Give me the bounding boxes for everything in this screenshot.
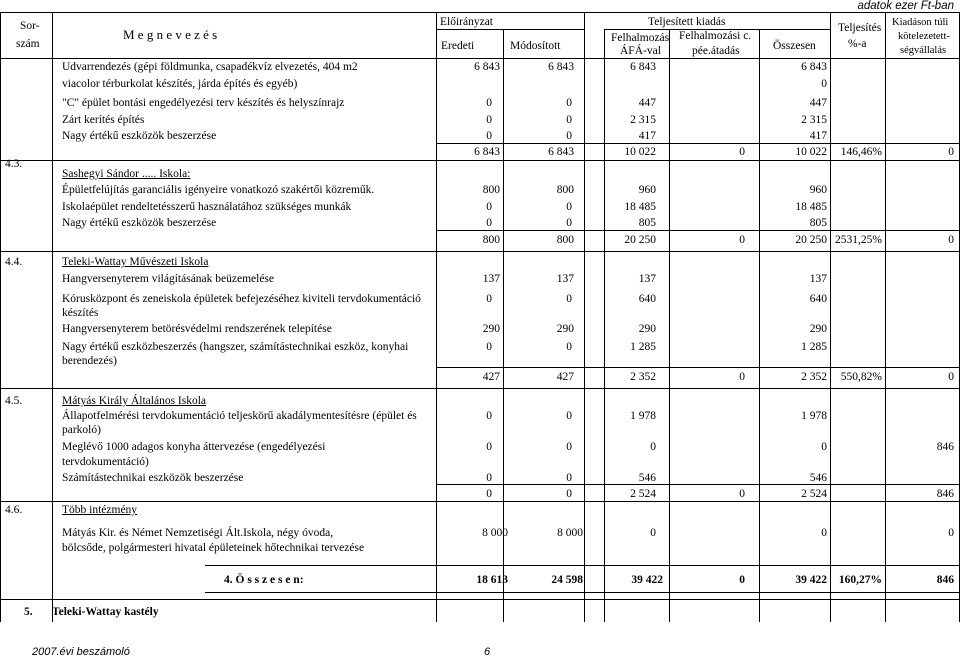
cell: 550,82% — [840, 371, 882, 383]
cell: 0 — [821, 527, 827, 539]
cell: 447 — [809, 97, 827, 109]
cell: 960 — [809, 184, 827, 196]
cell: 0 — [739, 234, 745, 246]
row-text: Udvarrendezés (gépi földmunka, csapadékvíz elvezetés, 404 m2 — [62, 61, 358, 73]
cell: 0 — [650, 441, 656, 453]
cell: 0 — [486, 293, 492, 305]
cell: 0 — [486, 201, 492, 213]
total-label: 4. Ö s s z e s e n: — [224, 574, 304, 586]
header-teljesitett-kiadas: Teljesített kiadás — [648, 16, 726, 28]
cell: 1 285 — [630, 341, 656, 353]
row-text: Állapotfelmérési tervdokumentáció teljeskörű akadálymentesítésre (épület és — [62, 410, 417, 422]
cell: 1 285 — [801, 341, 827, 353]
cell: 0 — [486, 130, 492, 142]
row-text: berendezés) — [62, 355, 117, 367]
header-kiadason-2: kötelezetett- — [898, 31, 950, 42]
cell: 805 — [809, 217, 827, 229]
header-felhalmozasi-c-1: Felhalmozási c. — [679, 30, 752, 42]
row-text: Nagy értékű eszközök beszerzése — [62, 130, 217, 142]
section-title: Teleki-Wattay kastély — [52, 606, 159, 618]
row-text: készítés — [62, 307, 99, 319]
footer-report: 2007.évi beszámoló — [32, 646, 130, 658]
header-eredeti: Eredeti — [441, 40, 475, 52]
header-felhalmozasi-c-2: pée.átadás — [692, 45, 740, 57]
header-felhalmozas-afa-2: ÁFÁ-val — [620, 45, 661, 57]
header-felhalmozas-afa-1: Felhalmozás — [611, 32, 670, 44]
cell: 0 — [650, 527, 656, 539]
cell: 0 — [486, 217, 492, 229]
cell: 2 315 — [630, 114, 656, 126]
section-title: Több intézmény — [62, 504, 138, 516]
header-megnevezes: M e g n e v e z é s — [123, 27, 218, 42]
row-text: Hangversenyterem betörésvédelmi rendszerének telepítése — [62, 323, 332, 335]
cell: 0 — [486, 97, 492, 109]
section-title: Sashegyi Sándor ..... Iskola: — [62, 168, 191, 180]
cell: 0 — [739, 146, 745, 158]
header-sorszam-1: Sor- — [20, 20, 40, 32]
total-rule-bottom — [205, 592, 960, 593]
cell: 800 — [556, 184, 574, 196]
grid-line — [0, 12, 1, 622]
section-rule — [0, 599, 960, 600]
row-text: Számítástechnikai eszközök beszerzése — [62, 472, 244, 484]
cell: 137 — [638, 273, 656, 285]
cell: 546 — [809, 472, 827, 484]
cell: 640 — [809, 293, 827, 305]
cell: 0 — [566, 130, 572, 142]
cell: 137 — [482, 273, 500, 285]
subtotal-rule — [436, 143, 959, 144]
cell: 546 — [638, 472, 656, 484]
cell: 0 — [486, 410, 492, 422]
cell: 0 — [566, 217, 572, 229]
cell: 0 — [566, 293, 572, 305]
cell: 0 — [566, 441, 572, 453]
cell: 290 — [482, 323, 500, 335]
cell: 39 422 — [795, 574, 827, 586]
section-number: 4.3. — [5, 158, 23, 170]
cell: 10 022 — [624, 146, 656, 158]
grid-line — [436, 12, 437, 622]
cell: 0 — [486, 472, 492, 484]
cell: 0 — [486, 488, 492, 500]
cell: 427 — [556, 371, 574, 383]
row-text: Meglévő 1000 adagos konyha áttervezése (engedélyezési — [62, 441, 326, 453]
cell: 800 — [482, 234, 500, 246]
section-number: 4.5. — [5, 395, 23, 407]
cell: 39 422 — [631, 574, 663, 586]
cell: 20 250 — [624, 234, 656, 246]
cell: 2 352 — [801, 371, 827, 383]
grid-line — [584, 12, 585, 622]
cell: 2 315 — [801, 114, 827, 126]
cell: 2 524 — [801, 488, 827, 500]
cell: 0 — [486, 114, 492, 126]
row-text: viacolor térburkolat készítés, járda építés és egyéb) — [62, 78, 298, 90]
row-text: Nagy értékű eszközök beszerzése — [62, 217, 217, 229]
cell: 137 — [556, 273, 574, 285]
cell: 290 — [809, 323, 827, 335]
header-kiadason-3: ségvállalás — [900, 45, 947, 56]
cell: 0 — [948, 234, 954, 246]
cell: 0 — [566, 114, 572, 126]
row-text: Nagy értékű eszközbeszerzés (hangszer, számítástechnikai eszköz, konyhai — [62, 341, 409, 353]
grid-line — [759, 29, 760, 622]
cell: 18 485 — [795, 201, 827, 213]
grid-line — [52, 12, 53, 622]
cell: 800 — [556, 234, 574, 246]
cell: 6 843 — [630, 61, 656, 73]
row-text: Hangversenyterem világításának beüzemelése — [62, 273, 275, 285]
cell: 417 — [638, 130, 656, 142]
subtotal-rule — [436, 484, 959, 485]
cell: 0 — [821, 78, 827, 90]
header-bottom-rule — [0, 58, 960, 59]
header-top-rule — [0, 12, 960, 13]
section-rule — [0, 388, 960, 389]
cell: 1 978 — [801, 410, 827, 422]
cell: 640 — [638, 293, 656, 305]
cell: 18 613 — [476, 574, 508, 586]
total-rule-top — [205, 565, 960, 566]
footer-page-number: 6 — [484, 646, 491, 658]
header-sub-rule-1 — [436, 29, 584, 30]
header-osszesen: Összesen — [773, 40, 816, 52]
cell: 290 — [638, 323, 656, 335]
cell: 2 352 — [630, 371, 656, 383]
cell: 20 250 — [795, 234, 827, 246]
section-title: Teleki-Wattay Művészeti Iskola — [62, 256, 209, 268]
cell: 800 — [482, 184, 500, 196]
cell: 10 022 — [795, 146, 827, 158]
cell: 1 978 — [630, 410, 656, 422]
header-sorszam-2: szám — [16, 38, 40, 50]
row-text: Iskolaépület rendeltetésszerű használatához szükséges munkák — [62, 201, 352, 213]
cell: 960 — [638, 184, 656, 196]
cell: 6 843 — [801, 61, 827, 73]
cell: 0 — [566, 97, 572, 109]
row-text: tervdokumentáció) — [62, 456, 149, 468]
header-modositott: Módosított — [510, 40, 561, 52]
cell: 6 843 — [474, 61, 500, 73]
row-text: Mátyás Kir. és Német Nemzetiségi Ált.Iskola, négy óvoda, — [62, 527, 334, 539]
section-rule — [0, 501, 960, 502]
cell: 6 843 — [548, 61, 574, 73]
cell: 137 — [809, 273, 827, 285]
cell: 146,46% — [840, 146, 882, 158]
cell: 0 — [566, 410, 572, 422]
header-teljesites-1: Teljesítés — [838, 22, 882, 34]
cell: 805 — [638, 217, 656, 229]
cell: 0 — [566, 488, 572, 500]
section-number: 5. — [24, 606, 33, 618]
cell: 0 — [486, 441, 492, 453]
cell: 0 — [821, 441, 827, 453]
cell: 0 — [739, 488, 745, 500]
cell: 0 — [739, 371, 745, 383]
row-text: "C" épület bontási engedélyezési terv készítés és helyszínrajz — [62, 97, 345, 109]
cell: 160,27% — [838, 574, 882, 586]
cell: 0 — [566, 201, 572, 213]
row-text: Zárt kerítés építés — [62, 114, 145, 126]
header-teljesites-2: %-a — [848, 38, 867, 50]
cell: 846 — [936, 488, 954, 500]
grid-line — [604, 29, 605, 622]
cell: 18 485 — [624, 201, 656, 213]
cell: 24 598 — [551, 574, 583, 586]
header-kiadason-1: Kiadáson túli — [892, 17, 949, 28]
section-rule — [0, 251, 960, 252]
cell: 8 000 — [482, 527, 508, 539]
row-text: Kórusközpont és zeneiskola épületek befejezéséhez kiviteli tervdokumentáció — [62, 293, 421, 305]
section-number: 4.4. — [5, 256, 23, 268]
unit-note: adatok ezer Ft-ban — [857, 0, 954, 12]
cell: 2531,25% — [835, 234, 882, 246]
header-eloiranyzat: Előirányzat — [440, 16, 494, 28]
cell: 6 843 — [548, 146, 574, 158]
cell: 0 — [486, 341, 492, 353]
cell: 0 — [948, 527, 954, 539]
header-sub-rule-2 — [604, 29, 830, 30]
cell: 0 — [948, 146, 954, 158]
cell: 447 — [638, 97, 656, 109]
grid-line — [885, 12, 886, 622]
subtotal-rule — [436, 367, 959, 368]
section-rule — [0, 160, 960, 161]
grid-line — [669, 29, 670, 622]
cell: 427 — [482, 371, 500, 383]
cell: 0 — [566, 341, 572, 353]
section-title: Mátyás Király Általános Iskola — [62, 395, 207, 407]
cell: 2 524 — [630, 488, 656, 500]
section-number: 4.6. — [5, 504, 23, 516]
cell: 290 — [556, 323, 574, 335]
cell: 417 — [809, 130, 827, 142]
cell: 8 000 — [557, 527, 583, 539]
subtotal-rule — [436, 230, 959, 231]
cell: 0 — [739, 574, 745, 586]
cell: 846 — [936, 574, 954, 586]
row-text: Épületfelújítás garanciális igényeire vonatkozó szakértői közreműk. — [62, 184, 375, 196]
cell: 6 843 — [474, 146, 500, 158]
cell: 846 — [936, 441, 954, 453]
cell: 0 — [566, 472, 572, 484]
row-text: parkoló) — [62, 424, 101, 436]
grid-line — [830, 12, 831, 622]
row-text: bölcsőde, polgármesteri hivatal épületeinek hőtechnikai tervezése — [62, 542, 365, 554]
cell: 0 — [948, 371, 954, 383]
